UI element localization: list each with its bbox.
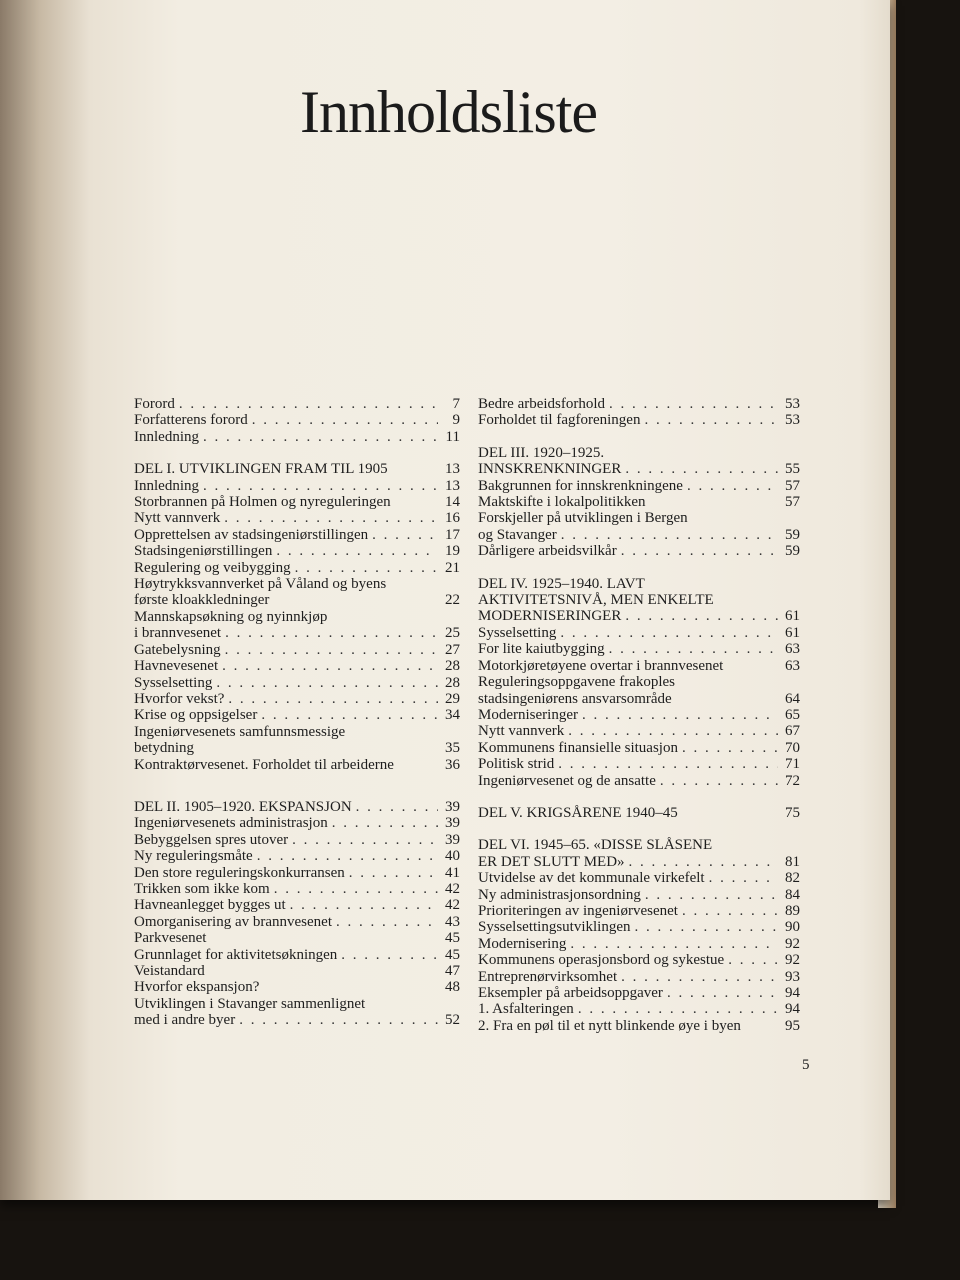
toc-entry-title: Kommunens finansielle situasjon bbox=[478, 739, 678, 756]
toc-entry-title: Veistandard bbox=[134, 963, 205, 979]
toc-entry-page: 39 bbox=[445, 815, 460, 832]
toc-entry-page: 22 bbox=[445, 592, 460, 609]
toc-entry-page: 59 bbox=[785, 526, 800, 543]
toc-entry bbox=[134, 930, 460, 946]
toc-entry-title-cont: INNSKRENKNINGER bbox=[478, 461, 622, 478]
toc-entry-title: Mannskapsøkning og nyinnkjøp bbox=[134, 608, 328, 625]
toc-entry-title: Regulering og veibygging bbox=[134, 559, 291, 576]
toc-entry-title: Forord bbox=[134, 396, 175, 412]
toc-entry-title: Dårligere arbeidsvilkår bbox=[478, 543, 617, 560]
toc-entry-page: 42 bbox=[445, 897, 460, 914]
toc-entry-title: Utvidelse av det kommunale virkefelt bbox=[478, 870, 705, 887]
toc-entry-title: Sysselsetting bbox=[478, 624, 557, 641]
toc-entry bbox=[478, 952, 800, 968]
toc-entry-page: 95 bbox=[785, 1017, 800, 1034]
toc-entry-title-cont: stadsingeniørens ansvarsområde bbox=[478, 690, 672, 707]
toc-section-heading: DEL IV. 1925–1940. LAVT bbox=[478, 575, 645, 592]
toc-entry-page: 45 bbox=[445, 930, 460, 947]
toc-entry-page: 53 bbox=[785, 412, 800, 429]
toc-entry bbox=[478, 707, 800, 723]
toc-entry bbox=[134, 832, 460, 848]
toc-entry-title: Bebyggelsen spres utover bbox=[134, 831, 289, 848]
toc-entry-title: Moderniseringer bbox=[478, 706, 578, 723]
toc-entry-title: Politisk strid bbox=[478, 756, 555, 773]
toc-right-column bbox=[478, 396, 800, 1034]
toc-entry-page: 43 bbox=[445, 913, 460, 930]
toc-entry-page: 35 bbox=[445, 740, 460, 757]
toc-entry bbox=[134, 592, 460, 608]
toc-entry-title: Motorkjøretøyene overtar i brannvesenet bbox=[478, 657, 724, 674]
toc-entry-title: Innledning bbox=[134, 477, 199, 494]
toc-entry-page: 47 bbox=[445, 963, 460, 979]
toc-entry-page: 9 bbox=[452, 412, 460, 429]
toc-entry-page: 13 bbox=[445, 477, 460, 494]
toc-entry-page: 45 bbox=[445, 946, 460, 963]
toc-entry bbox=[134, 510, 460, 526]
toc-entry-page: 64 bbox=[785, 690, 800, 707]
toc-entry bbox=[134, 707, 460, 723]
toc-entry-page: 82 bbox=[785, 870, 800, 887]
toc-entry-page: 89 bbox=[785, 902, 800, 919]
page-title: Innholdsliste bbox=[300, 79, 597, 145]
toc-entry-title: Entreprenørvirksomhet bbox=[478, 968, 618, 985]
toc-entry bbox=[478, 658, 800, 674]
toc-entry-title: Grunnlaget for aktivitetsøkningen bbox=[134, 946, 338, 963]
toc-entry bbox=[478, 691, 800, 707]
toc-entry bbox=[134, 815, 460, 831]
toc-section-heading-cont: AKTIVITETSNIVÅ, MEN ENKELTE bbox=[478, 592, 714, 609]
toc-section-heading: DEL III. 1920–1925. bbox=[478, 444, 605, 461]
toc-entry-title: Forskjeller på utviklingen i Bergen bbox=[478, 510, 688, 527]
toc-entry-page: 70 bbox=[785, 739, 800, 756]
toc-entry bbox=[134, 527, 460, 543]
toc-entry bbox=[478, 625, 800, 641]
toc-entry-title-cont: med i andre byer bbox=[134, 1012, 236, 1029]
toc-entry-page: 72 bbox=[785, 772, 800, 789]
toc-entry-title: Innledning bbox=[134, 428, 199, 445]
toc-entry-page: 40 bbox=[445, 848, 460, 865]
toc-entry bbox=[478, 969, 800, 985]
toc-entry-title: Parkvesenet bbox=[134, 930, 207, 947]
toc-entry bbox=[478, 1018, 800, 1034]
toc-entry-title: Høytrykksvannverket på Våland og byens bbox=[134, 576, 387, 593]
toc-entry bbox=[134, 757, 460, 773]
toc-entry bbox=[478, 396, 800, 412]
toc-entry-page: 29 bbox=[445, 690, 460, 707]
toc-entry-title-cont: i brannvesenet bbox=[134, 625, 222, 642]
toc-entry-title: Gatebelysning bbox=[134, 641, 221, 658]
toc-entry bbox=[134, 979, 460, 995]
toc-entry-page: 59 bbox=[785, 543, 800, 560]
toc-entry bbox=[134, 560, 460, 576]
toc-entry-title: Forholdet til fagforeningen bbox=[478, 412, 641, 429]
toc-entry-page: 28 bbox=[445, 658, 460, 675]
toc-entry-page: 7 bbox=[452, 396, 460, 412]
toc-entry-title: DEL I. UTVIKLINGEN FRAM TIL 1905 bbox=[134, 461, 388, 478]
toc-entry bbox=[134, 914, 460, 930]
toc-entry-title: Storbrannen på Holmen og nyreguleringen bbox=[134, 494, 391, 511]
toc-left-column bbox=[134, 396, 460, 1029]
toc-entry-page: 61 bbox=[785, 624, 800, 641]
toc-entry-page: 34 bbox=[445, 707, 460, 724]
toc-entry-title: Nytt vannverk bbox=[134, 510, 221, 527]
toc-entry-title: Stadsingeniørstillingen bbox=[134, 543, 273, 560]
toc-entry-title-cont: og Stavanger bbox=[478, 526, 557, 543]
toc-entry-page: 65 bbox=[785, 706, 800, 723]
toc-entry-title: Bedre arbeidsforhold bbox=[478, 396, 606, 412]
toc-section-heading bbox=[478, 805, 800, 821]
toc-entry-page: 57 bbox=[785, 494, 800, 511]
toc-entry-page: 11 bbox=[445, 428, 460, 445]
toc-entry-title-cont: ER DET SLUTT MED» bbox=[478, 853, 625, 870]
toc-entry-title-cont: betydning bbox=[134, 740, 194, 757]
toc-entry bbox=[478, 903, 800, 919]
toc-entry bbox=[134, 897, 460, 913]
toc-entry bbox=[478, 543, 800, 559]
toc-entry bbox=[478, 740, 800, 756]
toc-entry bbox=[134, 881, 460, 897]
toc-entry-title: Maktskifte i lokalpolitikken bbox=[478, 494, 646, 511]
toc-entry bbox=[478, 887, 800, 903]
toc-entry-page: 57 bbox=[785, 477, 800, 494]
toc-entry bbox=[478, 1001, 800, 1017]
toc-entry bbox=[478, 756, 800, 772]
toc-entry-title: Ny reguleringsmåte bbox=[134, 848, 253, 865]
toc-entry-title: Havneanlegget bygges ut bbox=[134, 897, 286, 914]
toc-entry-page: 42 bbox=[445, 880, 460, 897]
toc-entry-title: Havnevesenet bbox=[134, 658, 219, 675]
toc-entry bbox=[478, 985, 800, 1001]
toc-entry bbox=[134, 740, 460, 756]
toc-entry bbox=[134, 625, 460, 641]
toc-entry-title: DEL II. 1905–1920. EKSPANSJON bbox=[134, 798, 352, 815]
toc-entry bbox=[134, 848, 460, 864]
toc-entry-title: Nytt vannverk bbox=[478, 723, 565, 740]
toc-entry-page: 90 bbox=[785, 919, 800, 936]
toc-entry-page: 81 bbox=[785, 853, 800, 870]
toc-entry bbox=[478, 936, 800, 952]
toc-entry-title: Ingeniørvesenets administrasjon bbox=[134, 815, 328, 832]
toc-entry bbox=[478, 412, 800, 428]
toc-entry bbox=[478, 854, 800, 870]
toc-entry-title: Sysselsetting bbox=[134, 674, 213, 691]
toc-entry-title: Hvorfor ekspansjon? bbox=[134, 979, 260, 996]
toc-entry bbox=[134, 412, 460, 428]
toc-section-heading bbox=[134, 799, 460, 815]
toc-entry-page: 61 bbox=[785, 608, 800, 625]
toc-entry-page: 16 bbox=[445, 510, 460, 527]
toc-entry-page: 17 bbox=[445, 526, 460, 543]
toc-entry-title: Bakgrunnen for innskrenkningene bbox=[478, 477, 683, 494]
toc-entry bbox=[134, 947, 460, 963]
toc-entry bbox=[478, 527, 800, 543]
toc-entry-title: Den store reguleringskonkurransen bbox=[134, 864, 345, 881]
toc-entry bbox=[134, 396, 460, 412]
toc-entry bbox=[134, 543, 460, 559]
toc-entry-page: 92 bbox=[785, 935, 800, 952]
toc-entry-page: 39 bbox=[445, 798, 460, 815]
toc-entry-page: 92 bbox=[785, 952, 800, 969]
toc-section-heading: DEL VI. 1945–65. «DISSE SLÅSENE bbox=[478, 837, 713, 854]
toc-entry bbox=[134, 675, 460, 691]
toc-entry-title: For lite kaiutbygging bbox=[478, 641, 605, 658]
toc-entry bbox=[134, 1012, 460, 1028]
toc-entry-title: Modernisering bbox=[478, 935, 567, 952]
toc-entry bbox=[478, 461, 800, 477]
toc-entry-page: 41 bbox=[445, 864, 460, 881]
toc-entry-page: 94 bbox=[785, 1001, 800, 1018]
toc-entry-title: Kommunens operasjonsbord og sykestue bbox=[478, 952, 725, 969]
toc-entry-title: Ingeniørvesenets samfunnsmessige bbox=[134, 723, 346, 740]
toc-entry-title: Prioriteringen av ingeniørvesenet bbox=[478, 902, 678, 919]
toc-entry-title: Hvorfor vekst? bbox=[134, 690, 225, 707]
toc-entry-page: 75 bbox=[785, 804, 800, 821]
toc-entry-page: 71 bbox=[785, 756, 800, 773]
toc-entry-page: 14 bbox=[445, 494, 460, 511]
toc-entry-page: 48 bbox=[445, 979, 460, 996]
toc-entry-title: Krise og oppsigelser bbox=[134, 707, 258, 724]
toc-entry-title: Ny administrasjonsordning bbox=[478, 886, 641, 903]
toc-entry-page: 27 bbox=[445, 641, 460, 658]
toc-entry-page: 36 bbox=[445, 756, 460, 773]
toc-entry bbox=[134, 642, 460, 658]
toc-entry-title: Eksempler på arbeidsoppgaver bbox=[478, 985, 663, 1001]
toc-entry-page: 84 bbox=[785, 886, 800, 903]
toc-entry-title: Trikken som ikke kom bbox=[134, 880, 270, 897]
toc-entry-page: 52 bbox=[445, 1012, 460, 1029]
toc-entry bbox=[478, 870, 800, 886]
toc-entry bbox=[478, 608, 800, 624]
toc-entry-title: Omorganisering av brannvesenet bbox=[134, 913, 332, 930]
toc-entry-title: DEL V. KRIGSÅRENE 1940–45 bbox=[478, 804, 678, 821]
page-number: 5 bbox=[802, 1057, 810, 1073]
toc-entry-title: Kontraktørvesenet. Forholdet til arbeiderne bbox=[134, 756, 394, 773]
toc-entry bbox=[478, 478, 800, 494]
toc-entry bbox=[478, 773, 800, 789]
toc-entry bbox=[478, 494, 800, 510]
toc-entry-page: 94 bbox=[785, 985, 800, 1001]
toc-entry bbox=[134, 494, 460, 510]
toc-entry-page: 21 bbox=[445, 559, 460, 576]
toc-entry-page: 63 bbox=[785, 657, 800, 674]
toc-entry bbox=[134, 865, 460, 881]
toc-entry-title-cont: første kloakkledninger bbox=[134, 592, 270, 609]
toc-section-heading bbox=[134, 461, 460, 477]
toc-entry-title: 1. Asfalteringen bbox=[478, 1001, 574, 1018]
toc-entry-page: 28 bbox=[445, 674, 460, 691]
toc-entry-page: 25 bbox=[445, 625, 460, 642]
toc-entry bbox=[134, 658, 460, 674]
toc-entry-page: 53 bbox=[785, 396, 800, 412]
toc-entry-page: 19 bbox=[445, 543, 460, 560]
toc-entry-page: 55 bbox=[785, 461, 800, 478]
toc-entry-page: 63 bbox=[785, 641, 800, 658]
toc-entry bbox=[478, 919, 800, 935]
toc-entry-title: Utviklingen i Stavanger sammenlignet bbox=[134, 995, 366, 1012]
toc-entry-title: Ingeniørvesenet og de ansatte bbox=[478, 772, 656, 789]
toc-entry-page: 13 bbox=[445, 461, 460, 478]
toc-entry-title: Forfatterens forord bbox=[134, 412, 248, 429]
toc-entry-title-cont: MODERNISERINGER bbox=[478, 608, 622, 625]
toc-entry bbox=[134, 478, 460, 494]
toc-entry-page: 39 bbox=[445, 831, 460, 848]
toc-entry-page: 93 bbox=[785, 968, 800, 985]
toc-entry bbox=[478, 641, 800, 657]
toc-entry bbox=[134, 429, 460, 445]
toc-entry-title: Opprettelsen av stadsingeniørstillingen bbox=[134, 526, 369, 543]
toc-entry-title: 2. Fra en pøl til et nytt blinkende øye i byen bbox=[478, 1017, 741, 1034]
toc-entry-title: Sysselsettingsutviklingen bbox=[478, 919, 631, 936]
toc-entry bbox=[134, 963, 460, 979]
toc-entry-page: 67 bbox=[785, 723, 800, 740]
toc-entry-title: Reguleringsoppgavene frakoples bbox=[478, 674, 676, 691]
toc-entry bbox=[478, 723, 800, 739]
toc-entry bbox=[134, 691, 460, 707]
